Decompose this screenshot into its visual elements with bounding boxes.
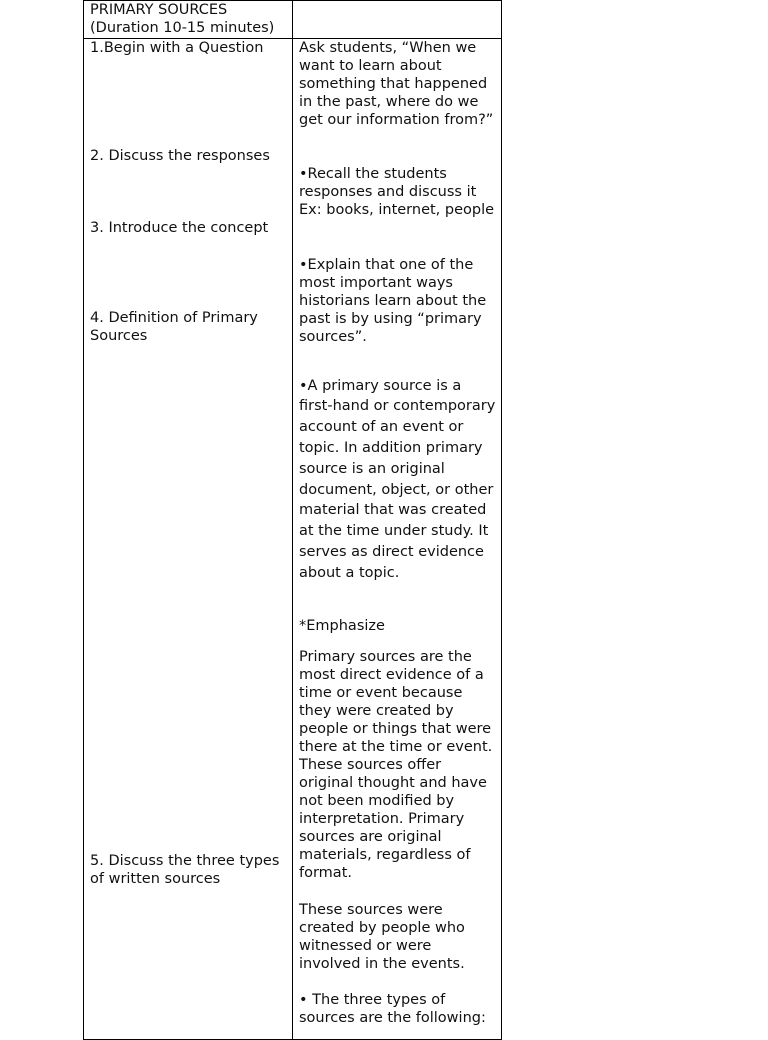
step-3-label: 3. Introduce the concept [90,219,269,236]
recall-text: •Recall the students responses and discuss it Ex: books, internet, people [299,165,495,218]
step-2-label: 2. Discuss the responses [90,147,270,164]
step-5-label: 5. Discuss the three types of written sources [90,852,280,887]
header-duration: (Duration 10-15 minutes) [90,20,275,36]
header-row [84,1,502,39]
header-text [84,1,292,37]
body-row [84,38,502,1039]
header-cell-left [84,1,293,39]
types-text: • The three types of sources are the following: [299,991,486,1026]
question-text: Ask students, “When we want to learn about something that happened in the past, where do we get our information from?” [299,39,494,128]
emphasize-text: Primary sources are the most direct evidence of a time or event because they were created by people or things that were there at the time or event. These sources offer original thought and have not been modified by interpretation. Primary sources are original materials, regardless of format. [299,648,493,881]
witness-text: These sources were created by people who witnessed or were involved in the events. [299,901,465,972]
explain-text: •Explain that one of the most important ways historians learn about the past is by using “primary sources”. [299,256,487,345]
emphasize-label: *Emphasize [299,617,385,634]
definition-text: •A primary source is a first-hand or contemporary account of an event or topic. In addition primary source is an original document, object, or other material that was created at the time under study. It serves as direct evidence about a topic. [299,377,496,581]
steps-column [84,39,292,1025]
step-4-label: 4. Definition of Primary Sources [90,309,258,344]
header-title: PRIMARY SOURCES [90,2,228,18]
content-column [293,39,501,1025]
content-cell [293,38,502,1039]
step-1-label: 1.Begin with a Question [90,39,264,56]
steps-cell [84,38,293,1039]
header-cell-right [293,1,502,39]
lesson-plan-table [83,0,502,1040]
